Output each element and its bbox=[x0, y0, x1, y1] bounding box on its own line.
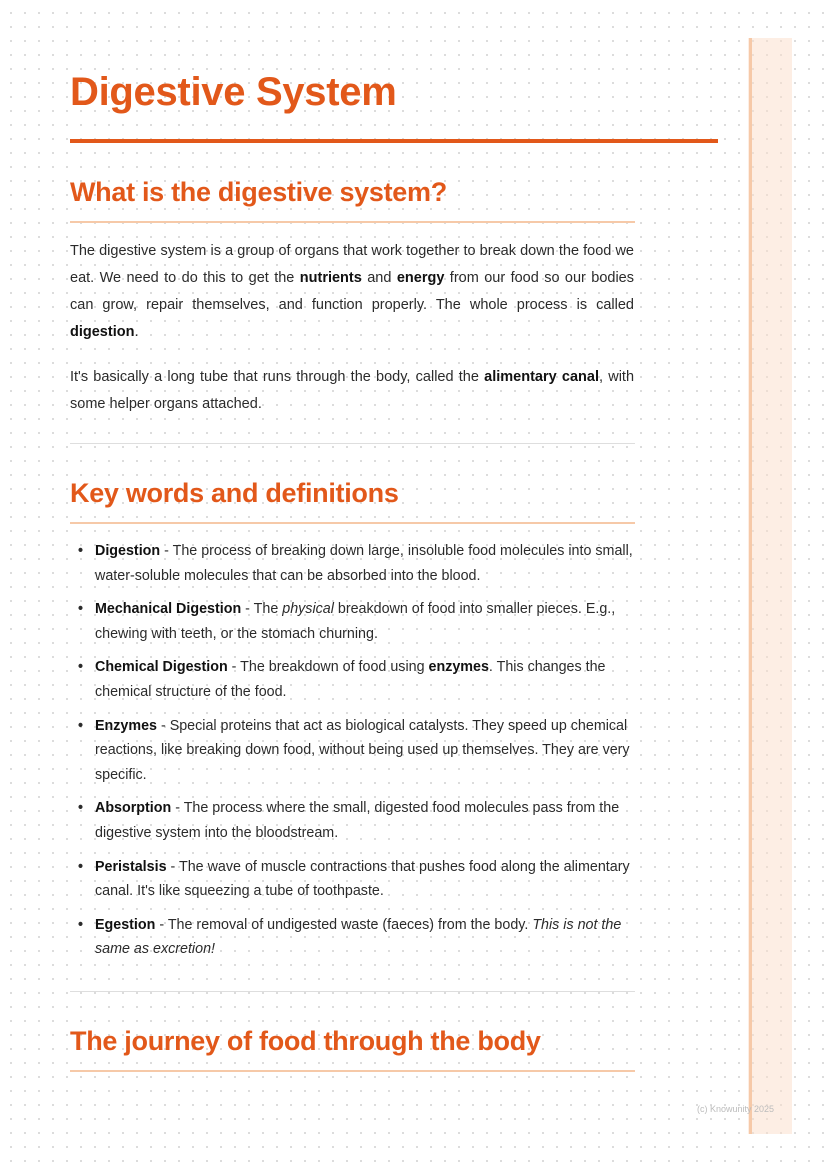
copyright-footer: (c) Knowunity 2025 bbox=[697, 1104, 775, 1114]
definition-item-egestion bbox=[70, 913, 636, 962]
alimentary-canal-paragraph bbox=[70, 364, 634, 418]
keyword-alimentary-canal: alimentary canal bbox=[484, 369, 599, 385]
keyword-digestion: digestion bbox=[70, 324, 135, 340]
text-run: The digestive system is a group of organs that work together to break down the food we eat. We need to do this to get the bbox=[70, 243, 634, 286]
bullet-icon: • bbox=[78, 858, 84, 875]
bullet-icon: • bbox=[78, 659, 84, 676]
section-heading-journey: The journey of food through the body bbox=[70, 1026, 541, 1056]
definition-item-chemical-digestion bbox=[70, 655, 636, 704]
bullet-icon: • bbox=[78, 916, 84, 933]
definition-item-mechanical-digestion bbox=[70, 597, 636, 646]
definition-text: - The removal of undigested waste (faeces) from the body. bbox=[155, 916, 533, 933]
definition-item-enzymes bbox=[70, 714, 636, 788]
section-heading-underline bbox=[70, 221, 635, 223]
definition-item-peristalsis bbox=[70, 855, 636, 904]
definition-text: - The process of breaking down large, insoluble food molecules into small, water-soluble molecules that can be absorbed into the blood. bbox=[95, 543, 633, 584]
text-run: from our food so our bodies can grow, repair themselves, and function properly. The whole process is called bbox=[70, 270, 635, 313]
text-run: , with some helper organs attached. bbox=[70, 369, 635, 412]
section-heading-underline bbox=[70, 522, 635, 524]
title-underline bbox=[70, 139, 718, 143]
intro-paragraph bbox=[70, 238, 634, 346]
section-divider bbox=[70, 991, 635, 992]
definition-text: . This changes the chemical structure of the food. bbox=[95, 659, 606, 700]
definition-text: - Special proteins that act as biological catalysts. They speed up chemical reactions, like breaking down food, without being used up themselves. They are very specific. bbox=[95, 717, 630, 783]
definition-term: Egestion bbox=[95, 916, 156, 933]
bullet-icon: • bbox=[78, 717, 84, 734]
bullet-icon: • bbox=[78, 800, 84, 817]
definition-term: Digestion bbox=[95, 543, 161, 559]
text-run: . bbox=[134, 324, 139, 340]
definition-emphasis: physical bbox=[282, 601, 334, 618]
keyword-enzymes: enzymes bbox=[428, 659, 489, 676]
section-heading-what-is: What is the digestive system? bbox=[70, 177, 447, 207]
text-run: It's basically a long tube that runs through the body, called the bbox=[70, 369, 485, 385]
bullet-icon: • bbox=[78, 601, 84, 618]
definition-text: breakdown of food into smaller pieces. E.g., chewing with teeth, or the stomach churning. bbox=[95, 601, 616, 642]
page-title: Digestive System bbox=[70, 70, 397, 114]
text-run: and bbox=[361, 270, 397, 286]
definition-term: Mechanical Digestion bbox=[95, 601, 242, 618]
right-margin-line bbox=[749, 38, 752, 1134]
definition-emphasis: This is not the same as excretion! bbox=[95, 916, 622, 958]
definition-text: - The process where the small, digested food molecules pass from the digestive system into the bloodstream. bbox=[95, 800, 620, 841]
section-heading-key-words: Key words and definitions bbox=[70, 478, 399, 508]
definition-term: Enzymes bbox=[95, 717, 157, 734]
keyword-nutrients: nutrients bbox=[299, 270, 362, 286]
definition-term: Peristalsis bbox=[95, 858, 167, 875]
keyword-energy: energy bbox=[396, 270, 445, 286]
definition-term: Absorption bbox=[95, 800, 172, 817]
definition-term: Chemical Digestion bbox=[95, 659, 228, 676]
definition-text: - The breakdown of food using bbox=[227, 659, 429, 676]
definition-item-digestion bbox=[70, 539, 636, 588]
definition-text: - The bbox=[241, 601, 283, 618]
section-divider bbox=[70, 443, 635, 444]
bullet-icon: • bbox=[78, 543, 84, 559]
definitions-list bbox=[70, 539, 636, 971]
definition-item-absorption bbox=[70, 796, 636, 845]
section-heading-underline bbox=[70, 1070, 635, 1072]
definition-text: - The wave of muscle contractions that pushes food along the alimentary canal. It's like squeezing a tube of toothpaste. bbox=[95, 858, 630, 900]
right-margin-strip bbox=[748, 38, 792, 1134]
